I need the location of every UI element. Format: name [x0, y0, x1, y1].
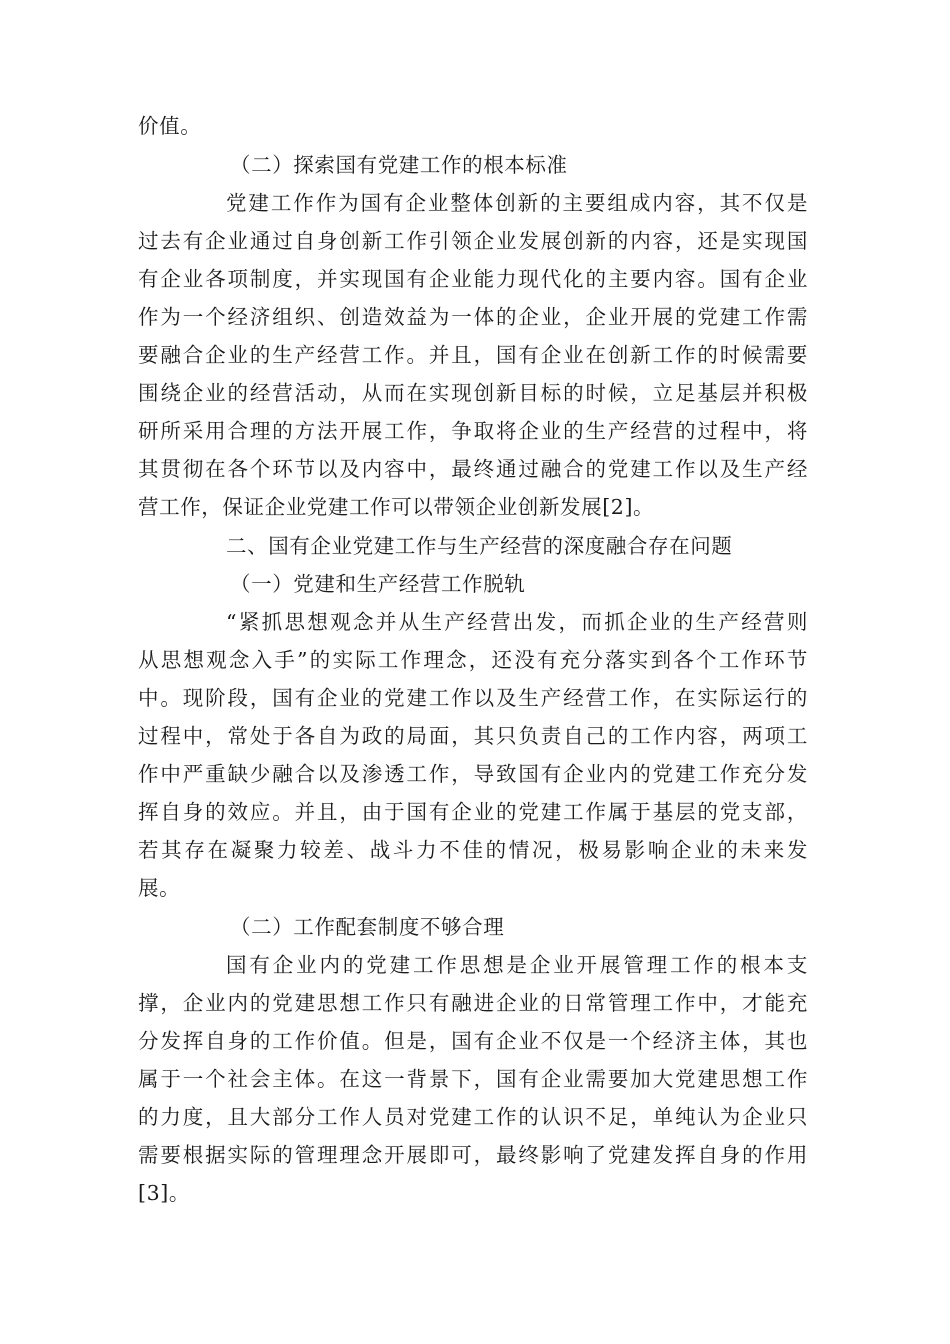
paragraph-line: 营工作，保证企业党建工作可以带领企业创新发展[2]。 — [138, 495, 655, 519]
paragraph-line: 挥自身的效应。并且，由于国有企业的党建工作属于基层的党支部， — [138, 800, 808, 824]
paragraph-line: 从思想观念入手”的实际工作理念，还没有充分落实到各个工作环节 — [138, 648, 808, 672]
paragraph-line: 展。 — [138, 876, 181, 900]
paragraph-line: 的力度，且大部分工作人员对党建工作的认识不足，单纯认为企业只 — [138, 1105, 808, 1129]
paragraph-line: 有企业各项制度，并实现国有企业能力现代化的主要内容。国有企业 — [138, 267, 808, 291]
paragraph-line: 中。现阶段，国有企业的党建工作以及生产经营工作，在实际运行的 — [138, 686, 808, 710]
paragraph-line: “紧抓思想观念并从生产经营出发，而抓企业的生产经营则 — [226, 610, 808, 634]
paragraph-line: 围绕企业的经营活动，从而在实现创新目标的时候，立足基层并积极 — [138, 381, 808, 405]
paragraph-line: 研所采用合理的方法开展工作，争取将企业的生产经营的过程中，将 — [138, 419, 808, 443]
paragraph-line: 其贯彻在各个环节以及内容中，最终通过融合的党建工作以及生产经 — [138, 457, 808, 481]
section-heading: （一）党建和生产经营工作脱轨 — [230, 572, 526, 596]
paragraph-line: 党建工作作为国有企业整体创新的主要组成内容，其不仅是 — [226, 191, 808, 215]
paragraph-line: 过去有企业通过自身创新工作引领企业发展创新的内容，还是实现国 — [138, 229, 808, 253]
paragraph-line: 国有企业内的党建工作思想是企业开展管理工作的根本支 — [226, 953, 808, 977]
paragraph-line: 分发挥自身的工作价值。但是，国有企业不仅是一个经济主体，其也 — [138, 1029, 808, 1053]
paragraph-line: [3]。 — [138, 1181, 190, 1205]
chapter-heading: 二、国有企业党建工作与生产经营的深度融合存在问题 — [226, 534, 733, 558]
paragraph-line: 要融合企业的生产经营工作。并且，国有企业在创新工作的时候需要 — [138, 343, 808, 367]
paragraph-line: 作中严重缺少融合以及渗透工作，导致国有企业内的党建工作充分发 — [138, 762, 808, 786]
paragraph-line: 属于一个社会主体。在这一背景下，国有企业需要加大党建思想工作 — [138, 1067, 808, 1091]
paragraph-line: 价值。 — [138, 114, 202, 138]
section-heading: （二）探索国有党建工作的根本标准 — [230, 153, 568, 177]
paragraph-line: 若其存在凝聚力较差、战斗力不佳的情况，极易影响企业的未来发 — [138, 838, 808, 862]
paragraph-line: 撑，企业内的党建思想工作只有融进企业的日常管理工作中，才能充 — [138, 991, 808, 1015]
paragraph-line: 需要根据实际的管理理念开展即可，最终影响了党建发挥自身的作用 — [138, 1143, 808, 1167]
paragraph-line: 过程中，常处于各自为政的局面，其只负责自己的工作内容，两项工 — [138, 724, 808, 748]
paragraph-line: 作为一个经济组织、创造效益为一体的企业，企业开展的党建工作需 — [138, 305, 808, 329]
section-heading: （二）工作配套制度不够合理 — [230, 915, 505, 939]
